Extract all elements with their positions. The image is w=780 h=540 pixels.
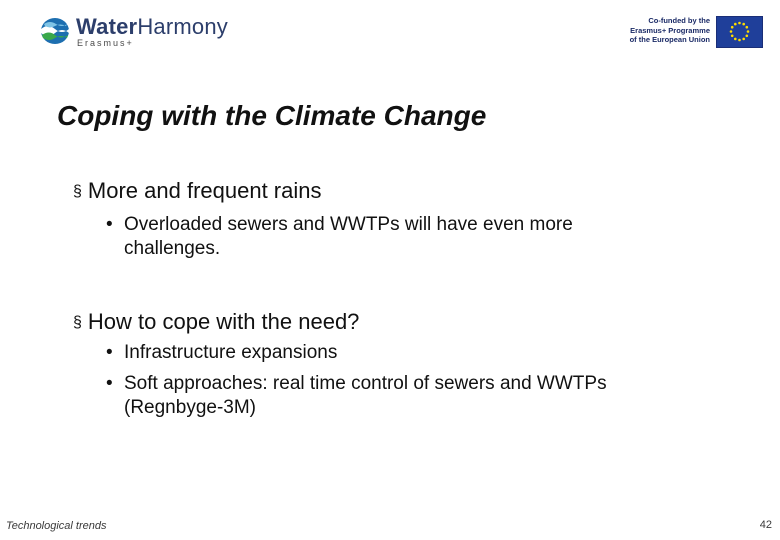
bullet-section-2 bbox=[73, 309, 359, 335]
logo-wordmark bbox=[76, 14, 228, 40]
waterharmony-logo-icon bbox=[40, 17, 70, 45]
slide-title: Coping with the Climate Change bbox=[57, 100, 487, 131]
eu-text-line-3: of the European Union bbox=[629, 35, 710, 44]
bullet-section-2-heading: How to cope with the need? bbox=[87, 309, 360, 334]
eu-text-line-1: Co-funded by the bbox=[648, 16, 710, 25]
sub-bullet-1-1 bbox=[106, 213, 666, 263]
sub-bullet-2-1-text: Infrastructure expansions bbox=[124, 342, 338, 363]
sub-bullet-2-2 bbox=[106, 372, 666, 422]
sub-bullet-marker: • bbox=[106, 214, 113, 235]
sub-bullet-2-1 bbox=[106, 341, 666, 367]
waterharmony-logo bbox=[40, 14, 240, 48]
logo-subtitle: Erasmus+ bbox=[77, 38, 134, 48]
sub-bullet-marker: • bbox=[106, 342, 113, 363]
sub-bullet-marker: • bbox=[106, 373, 113, 394]
sub-bullet-1-1-text: Overloaded sewers and WWTPs will have even more challenges. bbox=[124, 214, 573, 259]
bullet-section-1 bbox=[73, 178, 321, 204]
logo-water: Water bbox=[76, 14, 138, 39]
section-bullet-marker: § bbox=[73, 314, 82, 331]
eu-cofunded-badge bbox=[610, 16, 760, 50]
footer-section-label: Technological trends bbox=[6, 520, 107, 532]
eu-flag-icon bbox=[716, 16, 763, 48]
logo-harmony: Harmony bbox=[137, 14, 228, 39]
sub-bullet-2-2-text: Soft approaches: real time control of sewers and WWTPs (Regnbyge-3M) bbox=[124, 373, 607, 418]
eu-cofunded-text bbox=[610, 16, 710, 45]
section-bullet-marker: § bbox=[73, 183, 82, 200]
eu-text-line-2: Erasmus+ Programme bbox=[630, 25, 710, 35]
bullet-section-1-heading: More and frequent rains bbox=[87, 178, 322, 203]
page-number: 42 bbox=[759, 519, 772, 531]
